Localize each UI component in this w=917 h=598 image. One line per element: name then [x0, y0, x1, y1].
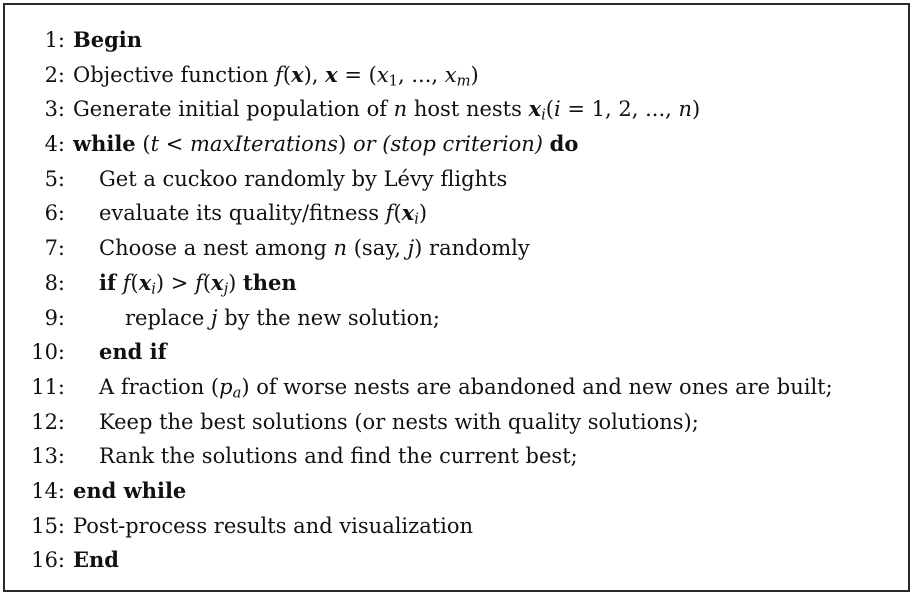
line-text: Get a cuckoo randomly by Lévy flights — [99, 166, 508, 191]
keyword: then — [243, 269, 297, 295]
algorithm-line: 7: Choose a nest among n (say, j) randomly — [25, 231, 898, 266]
algorithm-line — [25, 543, 898, 578]
line-text: Rank the solutions and find the current best; — [99, 444, 578, 469]
line-number: 15: — [31, 513, 65, 538]
keyword: while — [73, 131, 136, 157]
loop-condition: (t < maxIterations) or (stop criterion) — [142, 132, 543, 157]
algorithm-line — [25, 335, 898, 370]
line-number: 1: — [44, 28, 65, 52]
line-number: 16: — [31, 548, 65, 573]
algorithm-line: 9: replace j by the new solution; — [25, 301, 898, 336]
if-condition: $f(x_i) > f(x_j)$ — [122, 269, 237, 298]
keyword: do — [549, 131, 579, 157]
keyword: end if — [99, 339, 167, 365]
algorithm-line — [25, 58, 898, 93]
algorithm-line — [25, 196, 898, 231]
line-text: Objective function — [73, 62, 269, 87]
algorithm-box — [3, 3, 910, 592]
line-number: 8: — [44, 270, 65, 295]
line-text: Post-process results and visualization — [73, 513, 474, 538]
line-number: 11: — [31, 374, 65, 399]
line-number: 14: — [31, 478, 65, 503]
algorithm-line — [25, 23, 898, 58]
line-number: 4: — [44, 132, 65, 157]
line-number: 5: — [44, 166, 65, 191]
line-number: 12: — [31, 409, 65, 434]
algorithm-line — [25, 266, 898, 301]
keyword: end while — [73, 477, 187, 503]
algorithm-line — [25, 474, 898, 509]
algorithm-line — [25, 162, 898, 197]
line-number: 3: — [44, 97, 65, 122]
algorithm-line — [25, 439, 898, 474]
line-number: 9: — [44, 305, 65, 330]
line-text: evaluate its quality/fitness — [99, 201, 379, 226]
algorithm-line: 11: A fraction $(p_a)$ of worse nests are abandoned and new ones are built; — [25, 370, 898, 405]
line-number: 10: — [31, 340, 65, 365]
math-expression: f(x), $x = (x_1$, ..., $x_m$) — [275, 61, 479, 90]
keyword: if — [99, 269, 117, 295]
line-number: 13: — [31, 444, 65, 469]
algorithm-listing — [25, 23, 898, 578]
algorithm-line — [25, 127, 898, 162]
line-number: 7: — [44, 236, 65, 261]
keyword: End — [73, 547, 119, 573]
algorithm-line — [25, 405, 898, 440]
keyword: Begin — [73, 27, 143, 52]
algorithm-line — [25, 509, 898, 544]
line-number: 2: — [44, 62, 65, 87]
math-expression: $f(x_i)$ — [385, 200, 428, 229]
line-number: 6: — [44, 201, 65, 226]
math-expression: $x_i(i = 1$, 2, ..., n) — [528, 96, 701, 125]
algorithm-line: 3: Generate initial population of n host nests $x_i(i = 1$, 2, ..., n) — [25, 92, 898, 127]
line-text: Keep the best solutions (or nests with quality solutions); — [99, 409, 699, 434]
